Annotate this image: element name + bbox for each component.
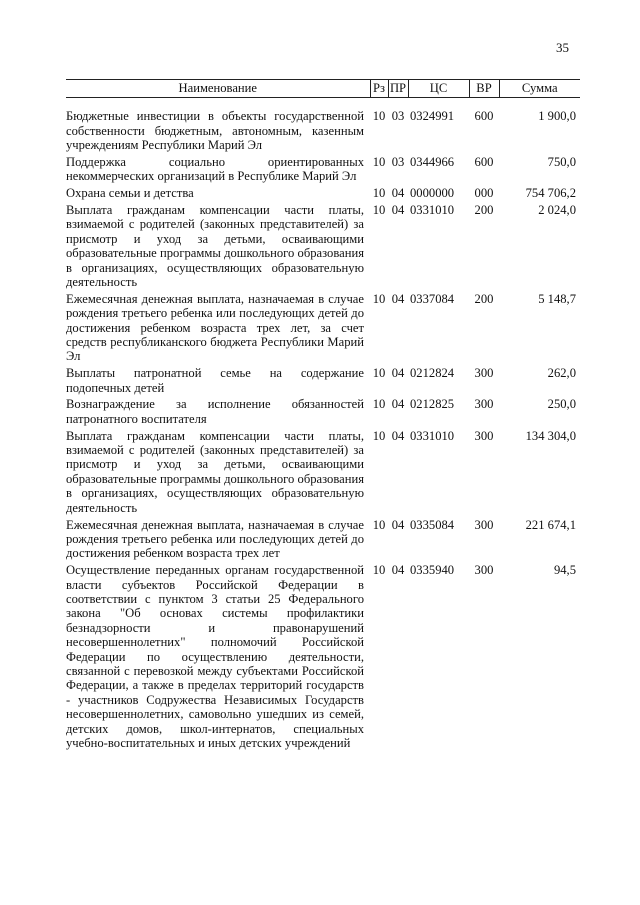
row-cs: 0000000: [410, 186, 455, 201]
header-vr: ВР: [469, 80, 499, 98]
row-name: Вознаграждение за исполнение обязанностей патронатного воспитателя: [66, 397, 364, 426]
row-sum: 221 674,1: [525, 517, 576, 532]
row-pr: 04: [391, 186, 405, 201]
row-sum: 750,0: [547, 155, 576, 170]
table-row: [66, 563, 580, 753]
budget-table: [66, 79, 580, 753]
row-rz: 10: [372, 155, 386, 170]
row-rz: 10: [372, 203, 386, 218]
table-row: [66, 429, 580, 518]
row-pr: 04: [391, 563, 405, 578]
row-name: Выплаты патронатной семье на содержание подопечных детей: [66, 366, 364, 395]
row-vr: 200: [474, 203, 494, 218]
table-row: [66, 98, 580, 155]
row-vr: 300: [474, 563, 494, 578]
row-pr: 04: [391, 366, 405, 381]
row-rz: 10: [372, 517, 386, 532]
row-sum: 754 706,2: [525, 186, 576, 201]
row-rz: 10: [372, 366, 386, 381]
row-cs: 0337084: [410, 291, 455, 306]
row-vr: 000: [474, 186, 494, 201]
row-name: Выплата гражданам компенсации части платы, взимаемой с родителей (законных представителей) за присмотр и уход за детьми, осваивающими образовательные программы дошкольного образования в организациях, осуществляющих образовательную деятельность: [66, 203, 364, 290]
row-sum: 5 148,7: [538, 291, 576, 306]
table-row: [66, 397, 580, 428]
row-sum: 1 900,0: [538, 109, 576, 124]
row-pr: 03: [391, 155, 405, 170]
row-sum: 262,0: [547, 366, 576, 381]
row-rz: 10: [372, 291, 386, 306]
row-cs: 0212824: [410, 366, 455, 381]
header-cs: ЦС: [408, 80, 469, 98]
row-name: Бюджетные инвестиции в объекты государственной собственности бюджетным, автономным, казенным учреждениям Республики Марий Эл: [66, 109, 364, 153]
page-number: 35: [556, 40, 569, 55]
row-sum: 250,0: [547, 397, 576, 412]
row-rz: 10: [372, 563, 386, 578]
row-rz: 10: [372, 109, 386, 124]
row-vr: 300: [474, 517, 494, 532]
row-cs: 0324991: [410, 109, 455, 124]
row-vr: 300: [474, 428, 494, 443]
row-name: Ежемесячная денежная выплата, назначаемая в случае рождения третьего ребенка или последующих детей до достижения ребенком возраста трех лет: [66, 517, 364, 561]
row-pr: 04: [391, 428, 405, 443]
row-pr: 04: [391, 397, 405, 412]
row-vr: 200: [474, 291, 494, 306]
row-pr: 04: [391, 517, 405, 532]
row-cs: 0335940: [410, 563, 455, 578]
table-row: [66, 186, 580, 203]
row-cs: 0335084: [410, 517, 455, 532]
row-rz: 10: [372, 397, 386, 412]
header-sum: Сумма: [499, 80, 580, 98]
table-header-row: [66, 80, 580, 98]
row-rz: 10: [372, 186, 386, 201]
row-rz: 10: [372, 428, 386, 443]
header-name: Наименование: [66, 80, 370, 98]
row-name: Охрана семьи и детства: [66, 186, 194, 201]
table-row: [66, 203, 580, 292]
row-name: Осуществление переданных органам государственной власти субъектов Российской Федерации в соответствии с пунктом 3 статьи 25 Федерального закона "Об основах системы профилактики безнадзорности и правонарушений несовершеннолетних" полномочий Российской Федерации по осуществлению деятельности, связанной с перевозкой между субъектами Российской Федерации, а также в пределах территорий государств - участников Содружества Независимых Государств несовершеннолетних, самовольно ушедших из семей, детских домов, школ-интернатов, специальных учебно-воспитательных и иных детских учреждений: [66, 563, 364, 750]
table-row: [66, 366, 580, 397]
row-cs: 0344966: [410, 155, 455, 170]
row-pr: 04: [391, 291, 405, 306]
row-vr: 300: [474, 366, 494, 381]
row-pr: 03: [391, 109, 405, 124]
header-rz: Рз: [370, 80, 388, 98]
row-pr: 04: [391, 203, 405, 218]
row-sum: 134 304,0: [525, 428, 576, 443]
row-cs: 0212825: [410, 397, 455, 412]
row-cs: 0331010: [410, 428, 455, 443]
row-name: Выплата гражданам компенсации части платы, взимаемой с родителей (законных представителей) за присмотр и уход за детьми, осваивающими образовательные программы дошкольного образования в организациях, осуществляющих образовательную деятельность: [66, 428, 364, 515]
row-vr: 300: [474, 397, 494, 412]
table-row: [66, 292, 580, 366]
header-pr: ПР: [388, 80, 408, 98]
row-name: Ежемесячная денежная выплата, назначаемая в случае рождения третьего ребенка или последующих детей до достижения ребенком возраста трех лет, за счет средств республиканского бюджета Республики Марий Эл: [66, 291, 364, 364]
table-row: [66, 155, 580, 186]
row-vr: 600: [474, 155, 494, 170]
row-name: Поддержка социально ориентированных некоммерческих организаций в Республике Марий Эл: [66, 155, 364, 184]
row-vr: 600: [474, 109, 494, 124]
table-row: [66, 518, 580, 564]
row-sum: 94,5: [553, 563, 576, 578]
row-cs: 0331010: [410, 203, 455, 218]
row-sum: 2 024,0: [538, 203, 576, 218]
